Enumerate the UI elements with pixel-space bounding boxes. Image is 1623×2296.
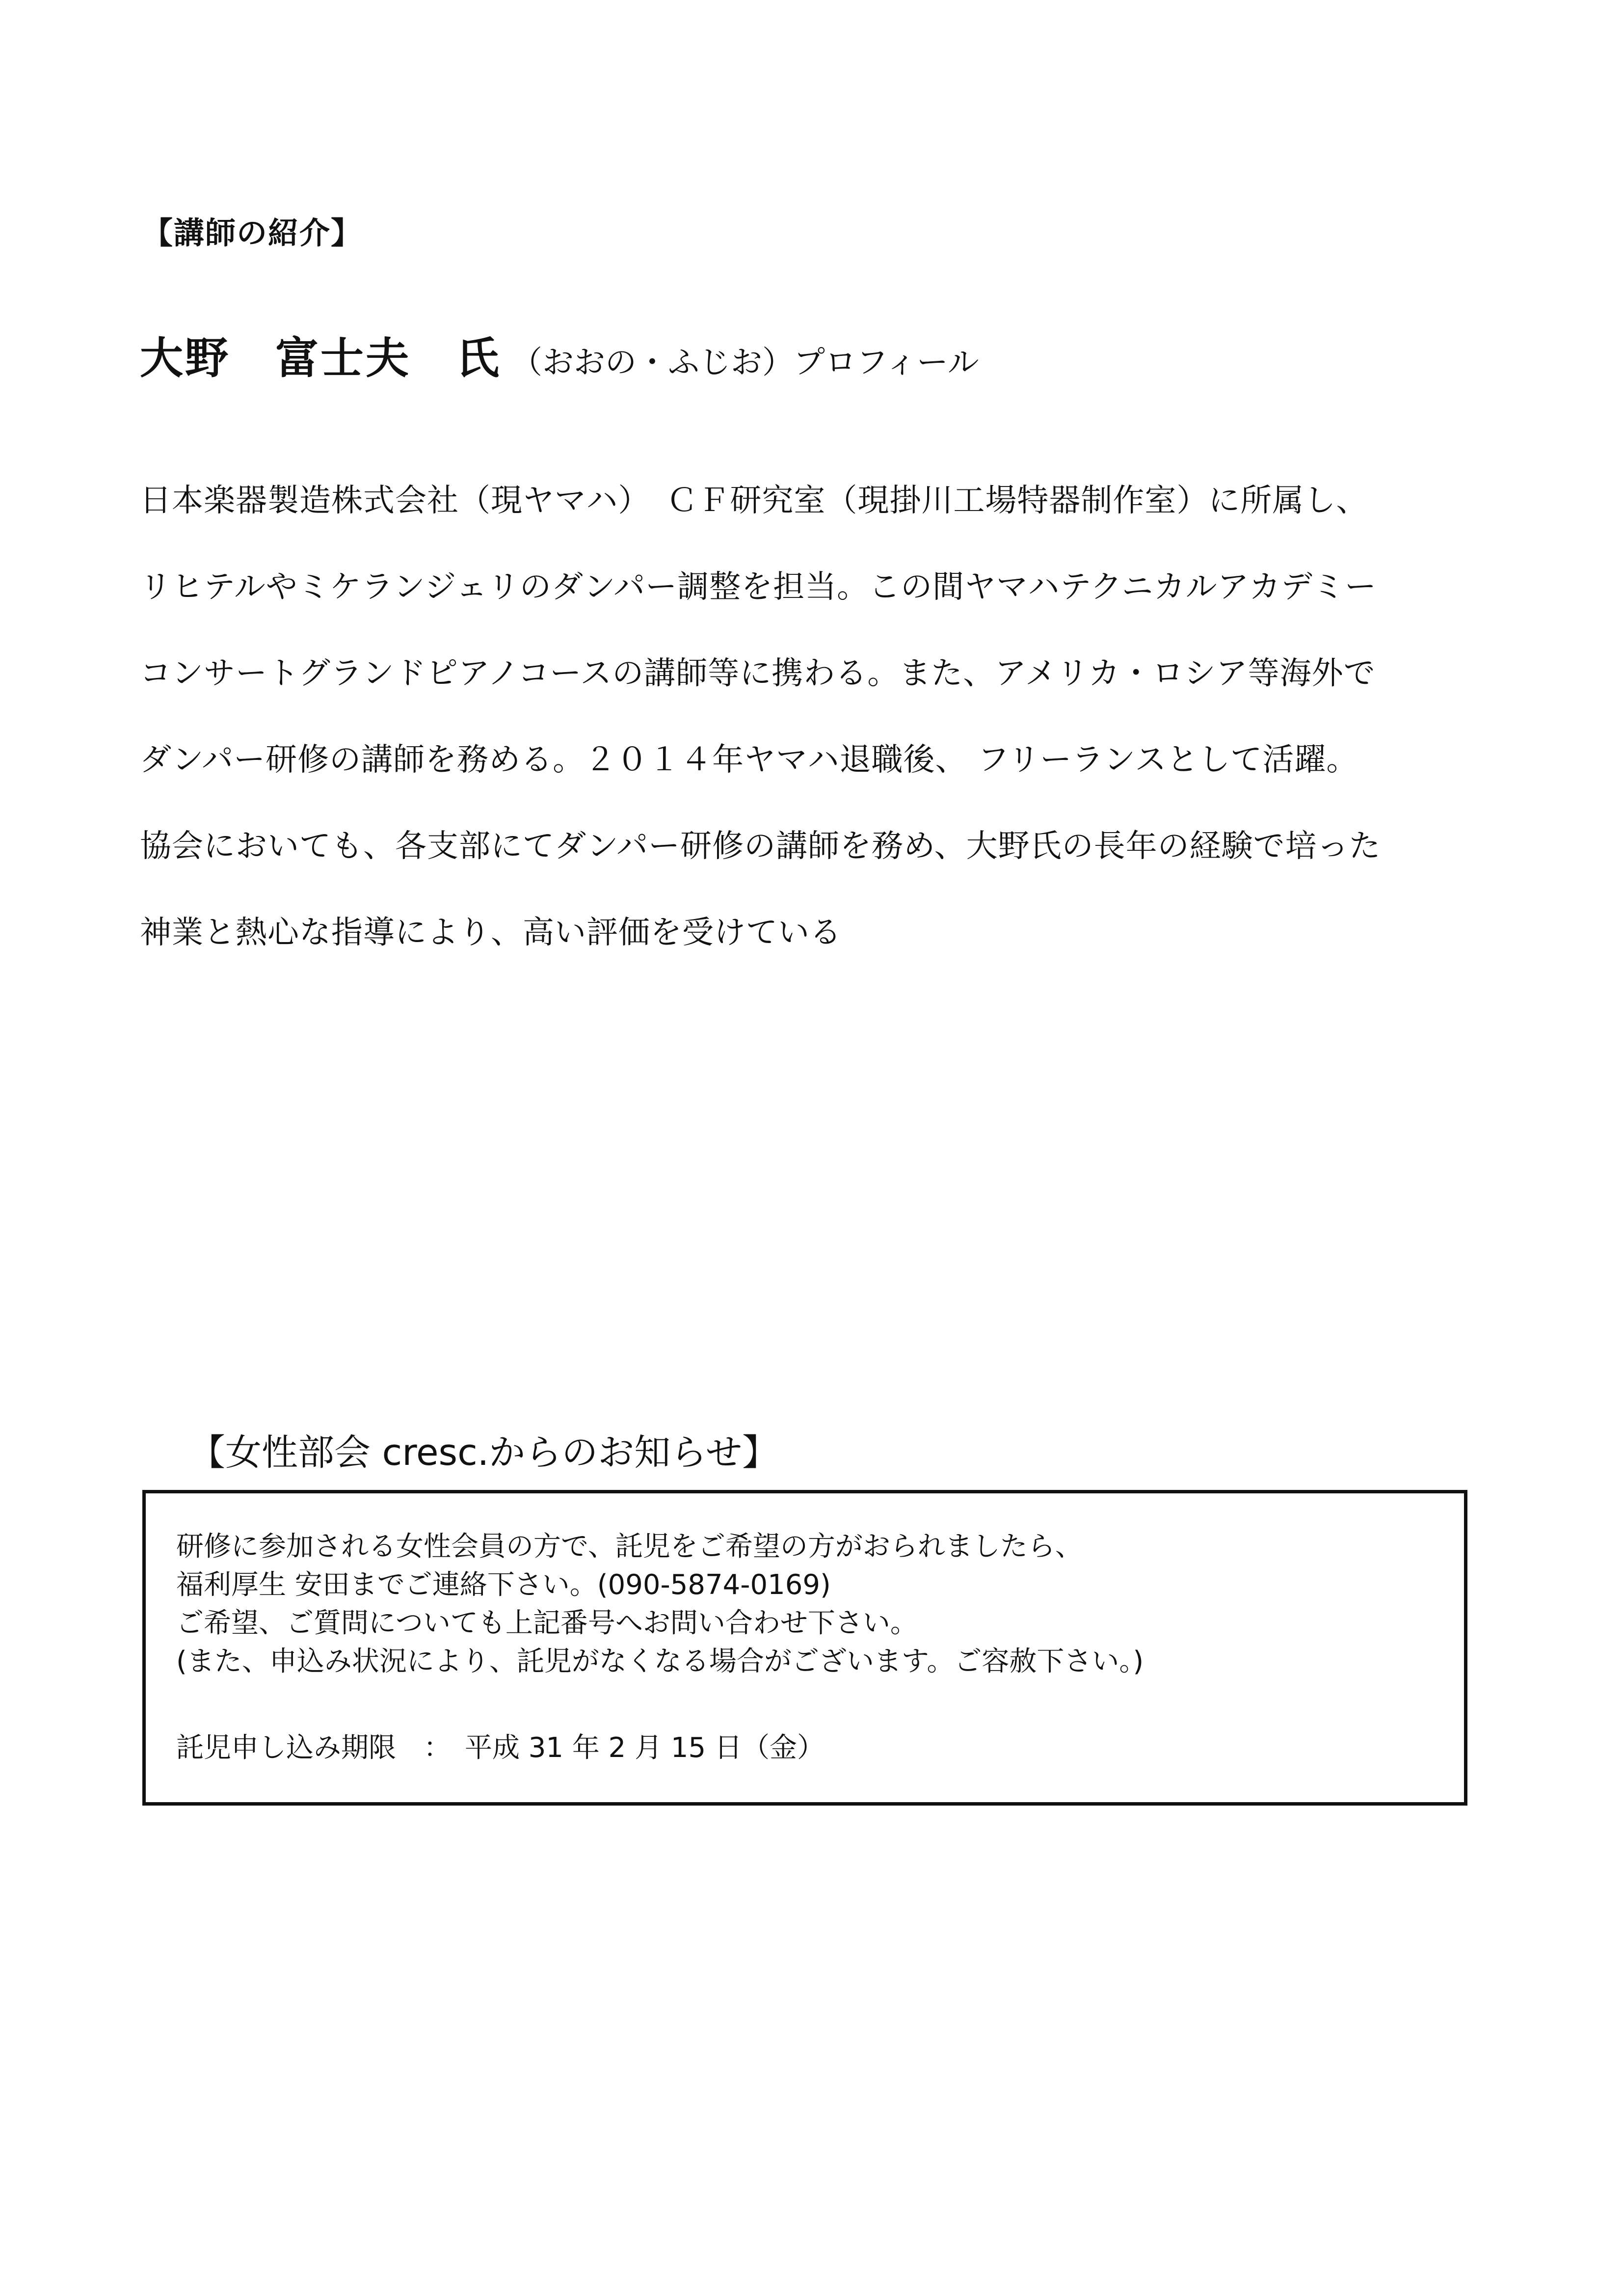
notice-box bbox=[142, 1490, 1467, 1806]
notice-line: ご希望、ご質問についても上記番号へお問い合わせ下さい。 bbox=[176, 1607, 918, 1639]
notice-line: (また、申込み状況により、託児がなくなる場合がございます。ご容赦下さい。) bbox=[176, 1646, 1144, 1677]
profile-line: 協会においても、各支部にてダンパー研修の講師を務め、大野氏の長年の経験で培った bbox=[140, 828, 1381, 864]
childcare-deadline: 託児申し込み期限 ： 平成 31 年 2 月 15 日（金） bbox=[176, 1732, 825, 1764]
notice-line: 研修に参加される女性会員の方で、託児をご希望の方がおられましたら、 bbox=[176, 1531, 1083, 1563]
notice-line: 福利厚生 安田までご連絡下さい。(090-5874-0169) bbox=[176, 1569, 831, 1601]
notice-body bbox=[176, 1528, 1144, 1681]
profile-line: コンサートグランドピアノコースの講師等に携わる。また、アメリカ・ロシア等海外で bbox=[140, 655, 1376, 692]
lecturer-title-line bbox=[140, 324, 979, 386]
lecturer-profile bbox=[140, 479, 1465, 997]
profile-line: リヒテルやミケランジェリのダンパー調整を担当。この間ヤマハテクニカルアカデミー bbox=[140, 569, 1377, 605]
lecturer-reading-profile: （おおの・ふじお）プロフィール bbox=[511, 345, 979, 381]
profile-line: 神業と熱心な指導により、高い評価を受けている bbox=[140, 915, 842, 951]
profile-line: 日本楽器製造株式会社（現ヤマハ） ＣＦ研究室（現掛川工場特器制作室）に所属し、 bbox=[140, 483, 1368, 519]
lecturer-section-heading: 【講師の紹介】 bbox=[142, 215, 363, 251]
profile-line: ダンパー研修の講師を務める。２０１４年ヤマハ退職後、 フリーランスとして活躍。 bbox=[140, 742, 1358, 778]
notice-section-heading: 【女性部会 cresc.からのお知らせ】 bbox=[189, 1432, 779, 1474]
lecturer-name: 大野 富士夫 氏 bbox=[140, 333, 502, 383]
